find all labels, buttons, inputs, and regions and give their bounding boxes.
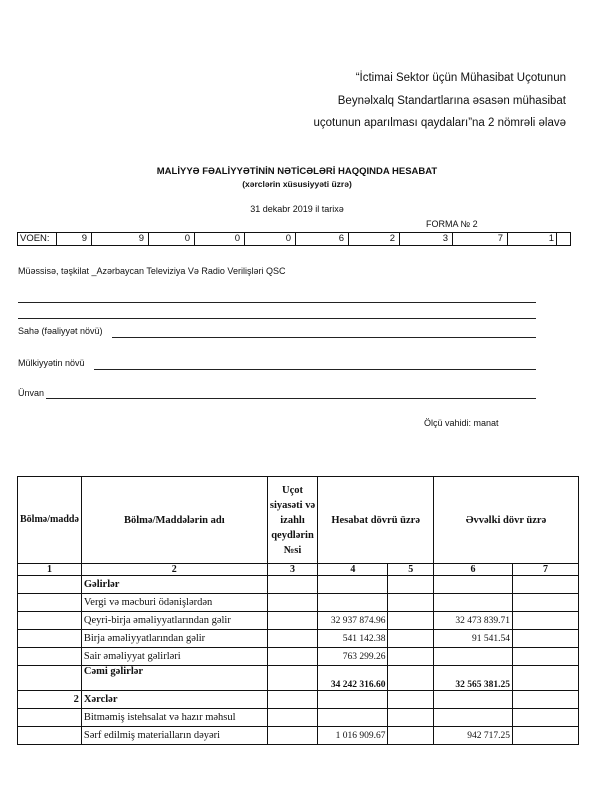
header-previous-period: Əvvəlki dövr üzrə — [434, 477, 579, 564]
header-notes: Uçot siyasəti və izahlı qeydlərin №si — [267, 477, 318, 564]
row-col5-cell — [388, 594, 434, 612]
row-col7-cell — [513, 594, 579, 612]
row-current-cell: 1 016 909.67 — [318, 727, 388, 745]
header-section: Bölmə/maddə — [18, 477, 82, 564]
row-current-cell — [318, 594, 388, 612]
row-previous-cell — [434, 594, 513, 612]
table-row — [18, 612, 579, 630]
table-row — [18, 727, 579, 745]
row-previous-cell — [434, 648, 513, 666]
row-name-cell: Birja əməliyyatlarından gəlir — [81, 630, 267, 648]
colnum: 6 — [434, 564, 513, 576]
entity-line-1 — [18, 302, 536, 303]
row-current-cell: 32 937 874.96 — [318, 612, 388, 630]
row-section-cell — [18, 612, 82, 630]
row-col5-cell — [388, 709, 434, 727]
entity-line-2 — [18, 318, 536, 319]
row-notes-cell — [267, 630, 318, 648]
row-current-cell — [318, 691, 388, 709]
table-row — [18, 648, 579, 666]
row-previous-cell — [434, 576, 513, 594]
unit-label: Ölçü vahidi: manat — [424, 418, 499, 428]
row-previous-cell: 32 473 839.71 — [434, 612, 513, 630]
row-section-cell — [18, 630, 82, 648]
row-section-cell — [18, 648, 82, 666]
voen-digit: 1 — [508, 233, 557, 245]
appendix-line-1: “İctimai Sektor üçün Mühasibat Uçotunun — [355, 72, 566, 84]
row-col7-cell — [513, 648, 579, 666]
row-notes-cell — [267, 709, 318, 727]
row-current-cell: 34 242 316.60 — [318, 666, 388, 691]
voen-digit: 7 — [453, 233, 508, 245]
column-number-row — [18, 564, 579, 576]
row-current-cell — [318, 709, 388, 727]
table-row — [18, 630, 579, 648]
voen-digit: 9 — [57, 233, 92, 245]
row-col5-cell — [388, 612, 434, 630]
row-name-cell: Gəlirlər — [81, 576, 267, 594]
row-notes-cell — [267, 576, 318, 594]
row-col7-cell — [513, 691, 579, 709]
row-previous-cell: 942 717.25 — [434, 727, 513, 745]
header-current-period: Hesabat dövrü üzrə — [318, 477, 434, 564]
row-current-cell — [318, 576, 388, 594]
row-col7-cell — [513, 612, 579, 630]
voen-digit: 2 — [349, 233, 400, 245]
row-notes-cell — [267, 594, 318, 612]
colnum: 5 — [388, 564, 434, 576]
colnum: 4 — [318, 564, 388, 576]
financial-table — [17, 476, 579, 745]
row-col5-cell — [388, 630, 434, 648]
report-subtitle: (xərclərin xüsusiyyəti üzrə) — [242, 179, 352, 189]
voen-digit: 6 — [296, 233, 349, 245]
voen-digit — [557, 233, 570, 245]
table-header-row — [18, 477, 579, 564]
row-col5-cell — [388, 648, 434, 666]
field-label: Sahə (fəaliyyət növü) — [18, 326, 103, 336]
report-date: 31 dekabr 2019 il tarixə — [250, 204, 344, 214]
voen-row — [17, 232, 571, 246]
row-previous-cell — [434, 691, 513, 709]
row-name-cell: Sair əməliyyat gəlirləri — [81, 648, 267, 666]
row-name-cell: Sərf edilmiş materialların dəyəri — [81, 727, 267, 745]
row-current-cell: 763 299.26 — [318, 648, 388, 666]
row-col5-cell — [388, 576, 434, 594]
row-col7-cell — [513, 727, 579, 745]
voen-digit: 0 — [195, 233, 245, 245]
colnum: 2 — [81, 564, 267, 576]
table-row-total — [18, 666, 579, 691]
voen-digit: 0 — [149, 233, 195, 245]
row-notes-cell — [267, 727, 318, 745]
row-notes-cell — [267, 691, 318, 709]
table-row — [18, 576, 579, 594]
ownership-line — [94, 369, 536, 370]
field-line — [112, 337, 536, 338]
row-name-cell: Bitməmiş istehsalat və hazır məhsul — [81, 709, 267, 727]
colnum: 7 — [513, 564, 579, 576]
row-notes-cell — [267, 648, 318, 666]
voen-digit: 9 — [92, 233, 149, 245]
header-item-name: Bölmə/Maddələrin adı — [81, 477, 267, 564]
appendix-line-2: Beynəlxalq Standartlarına əsasən mühasibat — [337, 95, 566, 107]
row-section-cell — [18, 666, 82, 691]
row-notes-cell — [267, 666, 318, 691]
row-name-cell: Vergi və məcburi ödənişlərdən — [81, 594, 267, 612]
colnum: 1 — [18, 564, 82, 576]
address-line — [46, 398, 536, 399]
table-row — [18, 709, 579, 727]
row-col7-cell — [513, 666, 579, 691]
row-col7-cell — [513, 576, 579, 594]
row-notes-cell — [267, 612, 318, 630]
row-name-cell: Cəmi gəlirlər — [81, 666, 267, 691]
entity-field: Müəssisə, təşkilat _Azərbaycan Televiziya Və Radio Verilişləri QSC — [18, 266, 286, 276]
row-previous-cell: 91 541.54 — [434, 630, 513, 648]
row-section-cell — [18, 727, 82, 745]
row-name-cell: Qeyri-birja əməliyyatlarından gəlir — [81, 612, 267, 630]
address-label: Ünvan — [18, 388, 45, 398]
voen-label: VOEN: — [18, 233, 57, 245]
row-section-cell: 2 — [18, 691, 82, 709]
row-col7-cell — [513, 630, 579, 648]
report-title: MALİYYƏ FƏALİYYƏTİNİN NƏTİCƏLƏRİ HAQQINDA HESABAT — [156, 166, 438, 177]
row-col5-cell — [388, 727, 434, 745]
row-col5-cell — [388, 691, 434, 709]
row-col7-cell — [513, 709, 579, 727]
row-previous-cell — [434, 709, 513, 727]
row-current-cell: 541 142.38 — [318, 630, 388, 648]
row-previous-cell: 32 565 381.25 — [434, 666, 513, 691]
form-number: FORMA № 2 — [426, 219, 478, 229]
ownership-label: Mülkiyyətin növü — [18, 358, 85, 368]
colnum: 3 — [267, 564, 318, 576]
row-col5-cell — [388, 666, 434, 691]
table-row — [18, 691, 579, 709]
voen-digit: 3 — [400, 233, 453, 245]
row-section-cell — [18, 594, 82, 612]
row-name-cell: Xərclər — [81, 691, 267, 709]
voen-digit: 0 — [245, 233, 296, 245]
table-row — [18, 594, 579, 612]
appendix-line-3: uçotunun aparılması qaydaları”na 2 nömrəli əlavə — [313, 117, 566, 129]
row-section-cell — [18, 709, 82, 727]
row-section-cell — [18, 576, 82, 594]
